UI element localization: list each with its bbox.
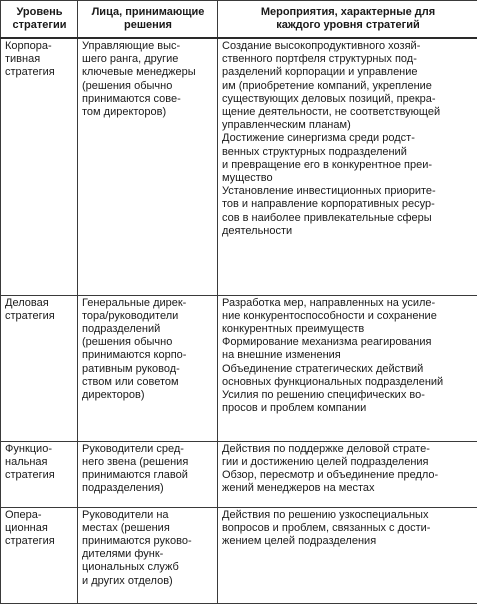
table-header	[1, 1, 477, 39]
cell-actions-line: разделений корпорации и управление	[222, 66, 474, 79]
header-row	[1, 1, 477, 39]
cell-actions-line: Разработка мер, направленных на усиле-	[222, 297, 474, 310]
cell-level-line: Деловая	[5, 297, 74, 310]
cell-level-line: тивная	[5, 53, 74, 66]
cell-actions-line: жением целей подразделения	[222, 535, 474, 548]
cell-actions-line: Действия по поддержке деловой страте-	[222, 443, 474, 456]
header-persons-line: Лица, принимающие	[82, 6, 214, 19]
cell-persons-line: принимаются сове-	[82, 93, 214, 106]
cell-persons-line: принимаются руково-	[82, 535, 214, 548]
cell-level-line: нальная	[5, 456, 74, 469]
cell-persons-line: Генеральные дирек-	[82, 297, 214, 310]
cell-persons-line: директоров)	[82, 389, 214, 402]
cell-actions-line: тов и направление корпоративных ресур-	[222, 198, 474, 211]
table-row	[1, 441, 477, 507]
cell-actions-line: управленческим планам)	[222, 119, 474, 132]
cell-actions-line: просов и проблем компании	[222, 402, 474, 415]
cell-persons-line: (решения обычно	[82, 80, 214, 93]
cell-actions	[218, 38, 477, 295]
cell-persons-line: принимаются корпо-	[82, 349, 214, 362]
cell-persons	[78, 295, 218, 441]
cell-persons-line: ративным руковод-	[82, 363, 214, 376]
cell-persons-line: принимаются главой	[82, 469, 214, 482]
cell-persons-line: местах (решения	[82, 522, 214, 535]
cell-level	[1, 38, 78, 295]
cell-persons-line: подразделения)	[82, 482, 214, 495]
cell-level	[1, 295, 78, 441]
cell-actions-line: основных функциональных подразделений	[222, 376, 474, 389]
cell-persons-line: него звена (решения	[82, 456, 214, 469]
cell-persons-line: Руководители на	[82, 509, 214, 522]
table-row	[1, 38, 477, 295]
cell-actions-line: мущество	[222, 172, 474, 185]
header-actions-line: Мероприятия, характерные для	[222, 6, 474, 19]
cell-actions-line: Объединение стратегических действий	[222, 363, 474, 376]
cell-persons-line: (решения обычно	[82, 336, 214, 349]
cell-actions-line: на внешние изменения	[222, 349, 474, 362]
cell-persons-line: ством или советом	[82, 376, 214, 389]
cell-persons	[78, 441, 218, 507]
cell-actions-line: щение деятельности, не соответствующей	[222, 106, 474, 119]
cell-persons-line: Управляющие выс-	[82, 40, 214, 53]
cell-persons-line: и других отделов)	[82, 575, 214, 588]
cell-persons-line: Руководители сред-	[82, 443, 214, 456]
header-actions	[218, 1, 477, 39]
cell-actions-line: и превращение его в конкурентное преи-	[222, 159, 474, 172]
cell-level	[1, 507, 78, 603]
cell-level-line: стратегия	[5, 66, 74, 79]
cell-level-line: Функцио-	[5, 443, 74, 456]
cell-actions-line: ственного портфеля структурных под-	[222, 53, 474, 66]
cell-persons-line: подразделений	[82, 323, 214, 336]
header-persons-line: решения	[82, 19, 214, 32]
cell-persons-line: ключевые менеджеры	[82, 66, 214, 79]
cell-actions	[218, 441, 477, 507]
cell-persons-line: тора/руководители	[82, 310, 214, 323]
cell-actions-line: Обзор, пересмотр и объединение предло-	[222, 469, 474, 482]
cell-actions-line: сов в наиболее привлекательные сферы	[222, 212, 474, 225]
table-body	[1, 38, 477, 603]
cell-actions-line: Достижение синергизма среди родст-	[222, 132, 474, 145]
cell-actions-line: деятельности	[222, 225, 474, 238]
cell-persons	[78, 38, 218, 295]
cell-level-line: стратегия	[5, 469, 74, 482]
cell-actions-line: Действия по решению узкоспециальных	[222, 509, 474, 522]
cell-actions-line: Установление инвестиционных приорите-	[222, 185, 474, 198]
cell-level-line: стратегия	[5, 535, 74, 548]
cell-actions-line: конкурентных преимуществ	[222, 323, 474, 336]
cell-persons-line: том директоров)	[82, 106, 214, 119]
header-level	[1, 1, 78, 39]
cell-actions-line: жений менеджеров на местах	[222, 482, 474, 495]
cell-level-line: Опера-	[5, 509, 74, 522]
cell-actions-line: Усилия по решению специфических во-	[222, 389, 474, 402]
cell-persons	[78, 507, 218, 603]
cell-actions-line: Создание высокопродуктивного хозяй-	[222, 40, 474, 53]
cell-actions-line: гии и достижению целей подразделения	[222, 456, 474, 469]
cell-actions-line: Формирование механизма реагирования	[222, 336, 474, 349]
header-actions-line: каждого уровня стратегий	[222, 19, 474, 32]
cell-persons-line: шего ранга, другие	[82, 53, 214, 66]
cell-level	[1, 441, 78, 507]
cell-actions	[218, 295, 477, 441]
cell-persons-line: дителями функ-	[82, 548, 214, 561]
header-level-line: Уровень	[5, 6, 74, 19]
header-level-line: стратегии	[5, 19, 74, 32]
cell-actions	[218, 507, 477, 603]
cell-actions-line: ние конкурентоспособности и сохранение	[222, 310, 474, 323]
cell-actions-line: вопросов и проблем, связанных с дости-	[222, 522, 474, 535]
cell-actions-line: им (приобретение компаний, укрепление	[222, 80, 474, 93]
table-row	[1, 507, 477, 603]
cell-actions-line: венных структурных подразделений	[222, 146, 474, 159]
cell-level-line: стратегия	[5, 310, 74, 323]
cell-level-line: Корпора-	[5, 40, 74, 53]
cell-persons-line: циональных служб	[82, 561, 214, 574]
header-persons	[78, 1, 218, 39]
cell-actions-line: существующих деловых позиций, прекра-	[222, 93, 474, 106]
cell-level-line: ционная	[5, 522, 74, 535]
table-row	[1, 295, 477, 441]
